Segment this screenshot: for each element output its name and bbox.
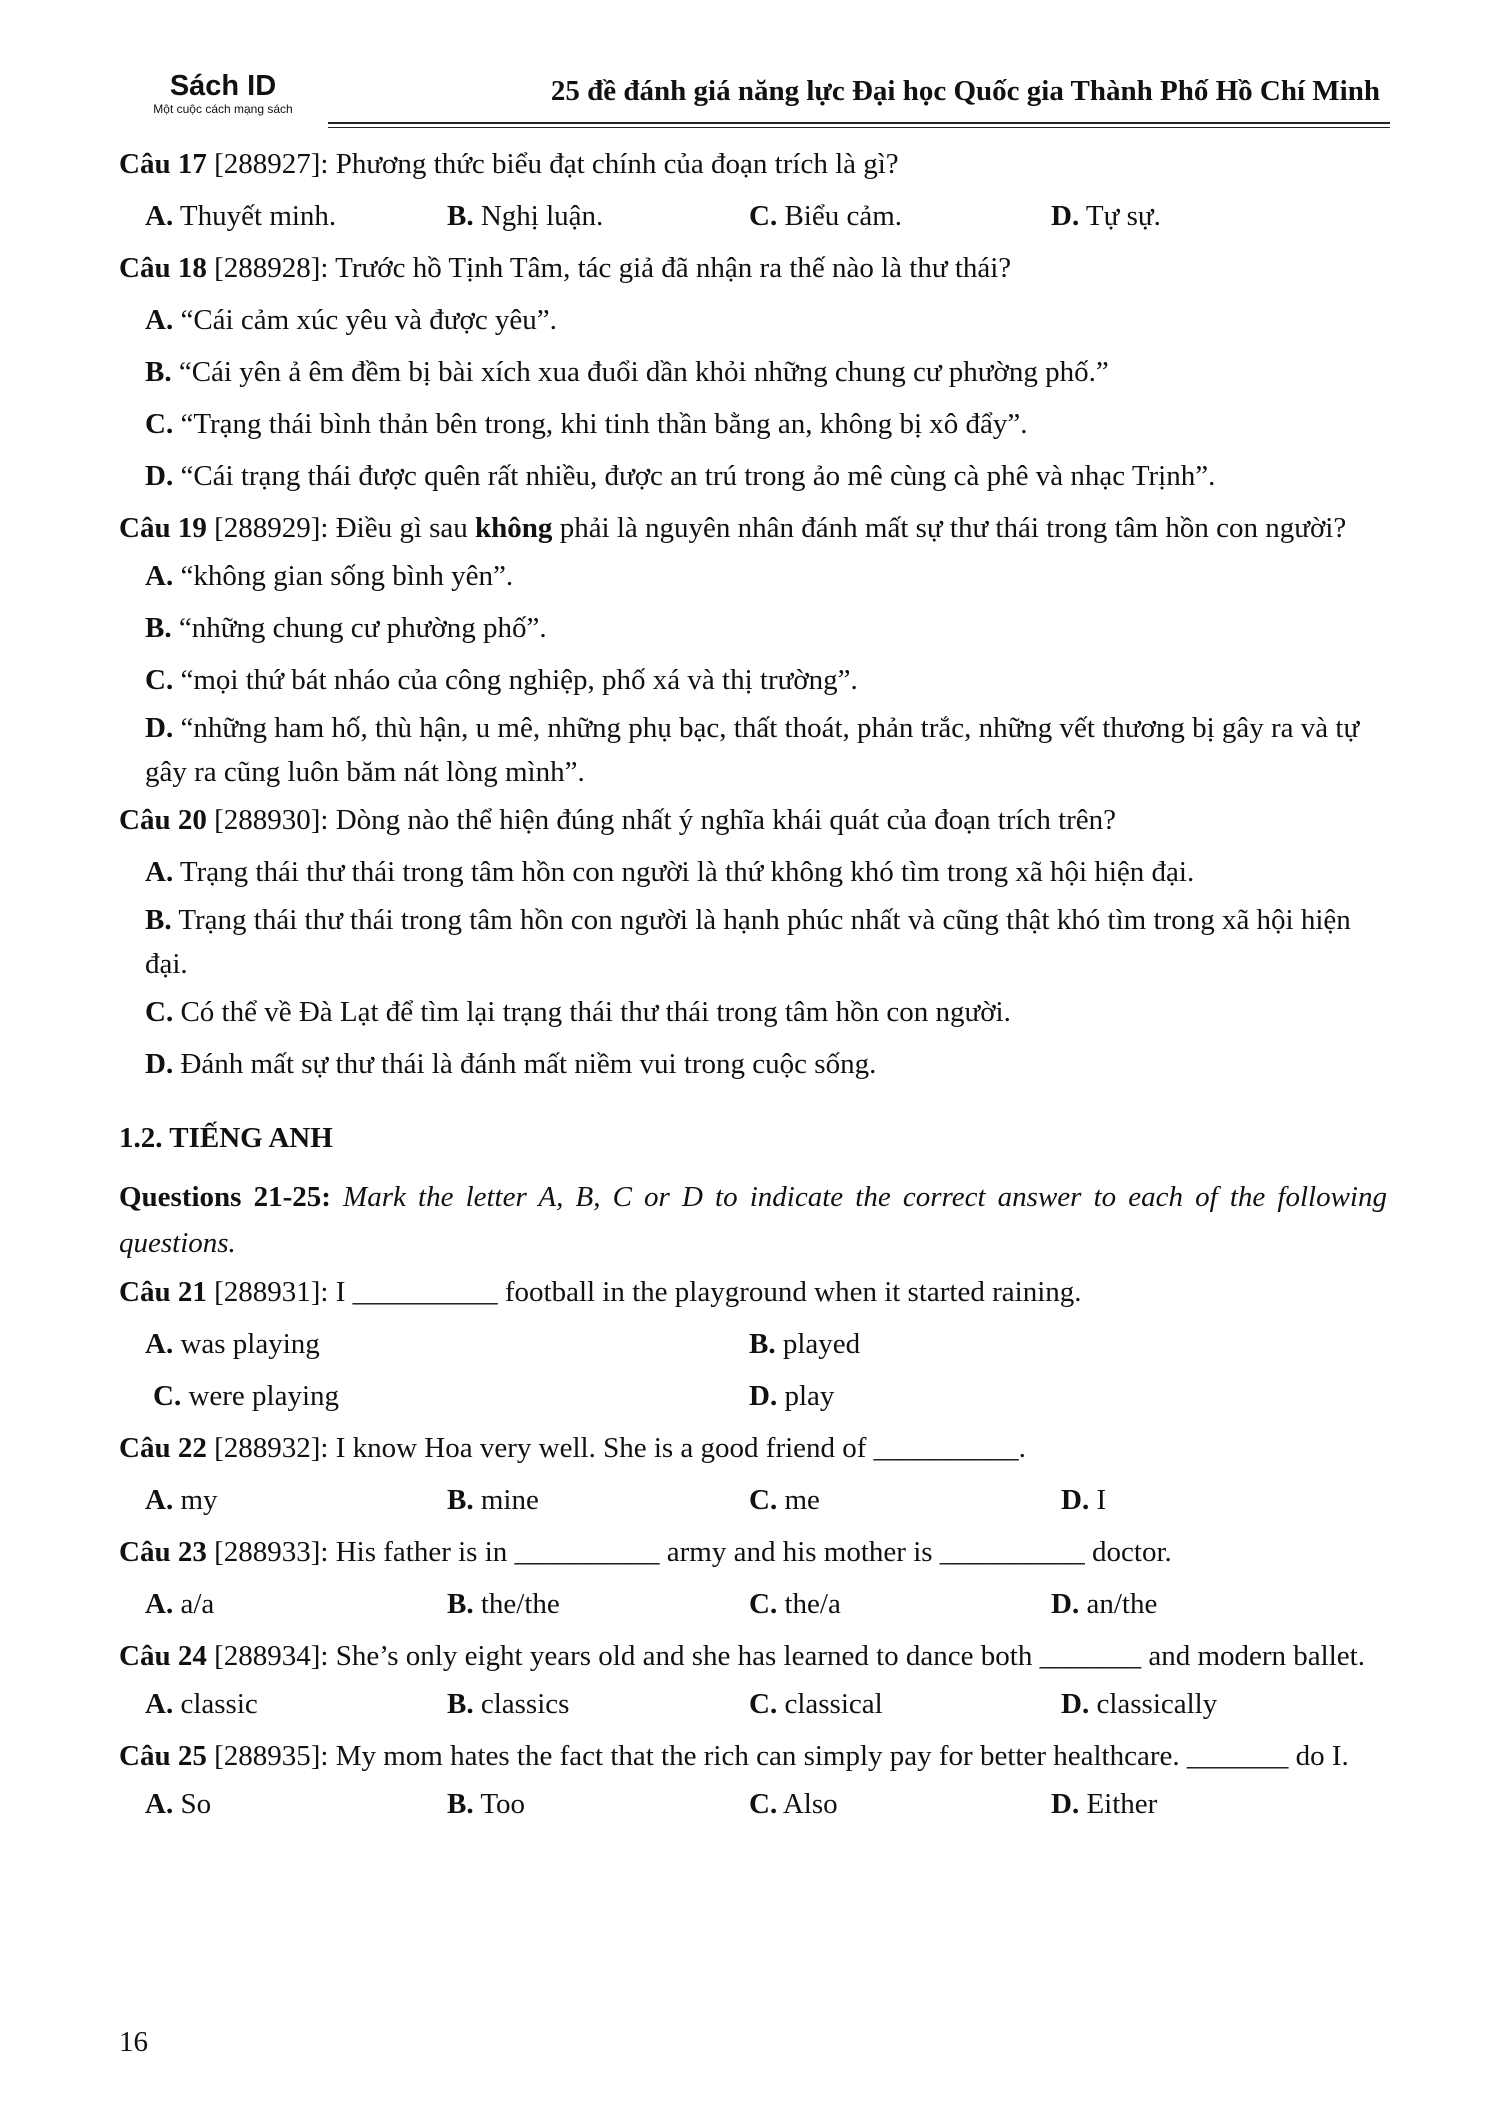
options-row xyxy=(119,1578,1387,1630)
question-21 xyxy=(119,1266,1387,1318)
question-17 xyxy=(119,138,1387,190)
question-number: Câu 24 xyxy=(119,1640,207,1672)
question-number: Câu 17 xyxy=(119,148,207,180)
option-text: Biểu cảm. xyxy=(777,200,903,232)
option-letter: D. xyxy=(145,1048,174,1080)
option-text: I xyxy=(1089,1484,1107,1516)
option-c xyxy=(749,1778,1051,1830)
option-letter: A. xyxy=(145,200,174,232)
option-text: Trạng thái thư thái trong tâm hồn con người là hạnh phúc nhất và cũng thật khó tìm trong xã hội hiện đại. xyxy=(145,904,1351,980)
option-text: my xyxy=(173,1484,218,1516)
option-letter: B. xyxy=(145,356,172,388)
option-text: So xyxy=(173,1788,212,1820)
option-letter: A. xyxy=(145,304,174,336)
option-b xyxy=(447,1678,749,1730)
option-text: play xyxy=(777,1380,835,1412)
option-letter: A. xyxy=(145,856,174,888)
option-letter: B. xyxy=(447,1588,474,1620)
question-text: [288931]: I __________ football in the playground when it started raining. xyxy=(206,1276,1082,1308)
option-d xyxy=(1051,1778,1353,1830)
option-letter: C. xyxy=(145,408,174,440)
page-number: 16 xyxy=(119,2026,148,2058)
option-letter: C. xyxy=(153,1380,182,1412)
option-text: “Cái trạng thái được quên rất nhiều, được an trú trong ảo mê cùng cà phê và nhạc Trịnh”. xyxy=(173,460,1216,492)
option-text: Also xyxy=(777,1788,838,1820)
header-title: 25 đề đánh giá năng lực Đại học Quốc gia Thành Phố Hồ Chí Minh xyxy=(550,75,1380,107)
option-letter: D. xyxy=(145,712,174,744)
option-text: were playing xyxy=(181,1380,340,1412)
option-b xyxy=(447,190,749,242)
option-d xyxy=(1051,1474,1363,1526)
option-c xyxy=(145,1370,757,1422)
instructions-text: Mark the letter A, B, C or D to indicate the correct answer to each of the following questions. xyxy=(119,1181,1387,1259)
option-c xyxy=(119,654,1387,706)
option-text: Nghị luận. xyxy=(473,200,604,232)
page-header xyxy=(118,70,1390,130)
question-text: [288928]: Trước hồ Tịnh Tâm, tác giả đã nhận ra thế nào là thư thái? xyxy=(206,252,1012,284)
options-row xyxy=(119,1778,1387,1830)
question-text: [288929]: Điều gì sau xyxy=(206,512,476,544)
question-number: Câu 21 xyxy=(119,1276,207,1308)
header-rule-thin xyxy=(328,127,1390,128)
content xyxy=(119,138,1387,1830)
option-text: “không gian sống bình yên”. xyxy=(173,560,514,592)
options-row xyxy=(119,1474,1387,1526)
question-number: Câu 18 xyxy=(119,252,207,284)
option-c xyxy=(749,1474,1051,1526)
option-letter: A. xyxy=(145,1328,174,1360)
question-number: Câu 22 xyxy=(119,1432,207,1464)
option-letter: D. xyxy=(1051,1788,1080,1820)
logo-title: Sách ID xyxy=(169,70,277,102)
option-d xyxy=(119,706,1387,794)
option-text: classical xyxy=(777,1688,883,1720)
question-20 xyxy=(119,794,1387,846)
option-d xyxy=(119,450,1387,502)
option-b xyxy=(119,602,1387,654)
option-a xyxy=(145,1474,447,1526)
option-text: me xyxy=(777,1484,820,1516)
logo-subtitle: Một cuộc cách mạng sách xyxy=(153,102,293,116)
option-a xyxy=(145,1578,447,1630)
option-letter: B. xyxy=(145,904,172,936)
question-number: Câu 19 xyxy=(119,512,207,544)
option-text: Tự sự. xyxy=(1079,200,1161,232)
question-text: [288933]: His father is in __________ army and his mother is __________ doctor. xyxy=(206,1536,1172,1568)
header-rule xyxy=(328,122,1390,124)
option-text: the/the xyxy=(473,1588,560,1620)
option-text: was playing xyxy=(173,1328,320,1360)
option-letter: B. xyxy=(447,1688,474,1720)
question-text: [288927]: Phương thức biểu đạt chính của đoạn trích là gì? xyxy=(206,148,899,180)
option-letter: D. xyxy=(1061,1484,1090,1516)
options-row xyxy=(119,190,1387,242)
option-text: Too xyxy=(473,1788,526,1820)
option-text: classics xyxy=(473,1688,570,1720)
option-text: a/a xyxy=(173,1588,215,1620)
option-b xyxy=(447,1474,749,1526)
option-letter: C. xyxy=(749,1688,778,1720)
option-text: an/the xyxy=(1079,1588,1158,1620)
question-19 xyxy=(119,506,1387,550)
option-letter: C. xyxy=(145,996,174,1028)
option-letter: D. xyxy=(749,1380,778,1412)
option-b xyxy=(119,346,1387,398)
option-b xyxy=(749,1318,1353,1370)
question-18 xyxy=(119,242,1387,294)
option-letter: C. xyxy=(749,1788,778,1820)
option-text: classic xyxy=(173,1688,258,1720)
question-23 xyxy=(119,1526,1387,1578)
logo xyxy=(128,70,318,116)
question-text: [288934]: She’s only eight years old and she has learned to dance both _______ and modern ballet. xyxy=(206,1640,1365,1672)
option-text: Có thể về Đà Lạt để tìm lại trạng thái thư thái trong tâm hồn con người. xyxy=(173,996,1011,1028)
option-letter: B. xyxy=(447,1788,474,1820)
question-22 xyxy=(119,1422,1387,1474)
option-letter: A. xyxy=(145,1588,174,1620)
option-text: mine xyxy=(473,1484,539,1516)
question-text: [288930]: Dòng nào thể hiện đúng nhất ý nghĩa khái quát của đoạn trích trên? xyxy=(206,804,1117,836)
option-letter: A. xyxy=(145,1788,174,1820)
option-b xyxy=(447,1578,749,1630)
option-a xyxy=(119,294,1387,346)
option-letter: C. xyxy=(749,1588,778,1620)
option-text: Thuyết minh. xyxy=(173,200,337,232)
option-d xyxy=(119,1038,1387,1090)
option-text: “mọi thứ bát nháo của công nghiệp, phố xá và thị trường”. xyxy=(173,664,858,696)
option-c xyxy=(119,398,1387,450)
option-letter: C. xyxy=(749,1484,778,1516)
option-letter: B. xyxy=(145,612,172,644)
option-b xyxy=(119,898,1387,986)
option-c xyxy=(749,190,1051,242)
option-text: “Cái yên ả êm đềm bị bài xích xua đuổi dần khỏi những chung cư phường phố.” xyxy=(171,356,1109,388)
option-c xyxy=(119,986,1387,1038)
option-c xyxy=(749,1578,1051,1630)
question-24 xyxy=(119,1634,1387,1678)
option-text: “những ham hố, thù hận, u mê, những phụ bạc, thất thoát, phản trắc, những vết thương bị gây ra và tự gây ra cũng luôn băm nát lòng mình”. xyxy=(145,712,1360,788)
option-text: played xyxy=(775,1328,861,1360)
option-text: classically xyxy=(1089,1688,1218,1720)
option-letter: C. xyxy=(749,200,778,232)
option-letter: C. xyxy=(145,664,174,696)
option-letter: A. xyxy=(145,1484,174,1516)
question-number: Câu 20 xyxy=(119,804,207,836)
question-text: [288932]: I know Hoa very well. She is a good friend of __________. xyxy=(206,1432,1026,1464)
option-d xyxy=(1051,1578,1353,1630)
option-letter: A. xyxy=(145,560,174,592)
option-a xyxy=(145,1778,447,1830)
instructions-label: Questions 21-25: xyxy=(119,1181,331,1213)
option-text: the/a xyxy=(777,1588,841,1620)
question-text: phải là nguyên nhân đánh mất sự thư thái trong tâm hồn con người? xyxy=(552,512,1347,544)
option-text: Either xyxy=(1079,1788,1158,1820)
option-text: “những chung cư phường phố”. xyxy=(171,612,547,644)
options-row xyxy=(119,1318,1387,1370)
option-a xyxy=(145,190,447,242)
option-c xyxy=(749,1678,1051,1730)
option-a xyxy=(145,1678,447,1730)
option-text: “Trạng thái bình thản bên trong, khi tinh thần bằng an, không bị xô đẩy”. xyxy=(173,408,1028,440)
option-letter: D. xyxy=(1051,1588,1080,1620)
option-b xyxy=(447,1778,749,1830)
option-text: Trạng thái thư thái trong tâm hồn con người là thứ không khó tìm trong xã hội hiện đại. xyxy=(173,856,1195,888)
option-text: Đánh mất sự thư thái là đánh mất niềm vui trong cuộc sống. xyxy=(173,1048,877,1080)
option-d xyxy=(1051,190,1353,242)
option-letter: D. xyxy=(1061,1688,1090,1720)
option-d xyxy=(749,1370,1353,1422)
options-row xyxy=(119,1370,1387,1422)
question-text: [288935]: My mom hates the fact that the rich can simply pay for better healthcare. _______ do I. xyxy=(206,1740,1349,1772)
option-text: “Cái cảm xúc yêu và được yêu”. xyxy=(173,304,557,336)
option-d xyxy=(1051,1678,1363,1730)
option-letter: A. xyxy=(145,1688,174,1720)
option-letter: B. xyxy=(749,1328,776,1360)
option-a xyxy=(119,846,1387,898)
option-letter: B. xyxy=(447,200,474,232)
option-letter: D. xyxy=(1051,200,1080,232)
question-emphasis: không xyxy=(475,512,553,544)
instructions xyxy=(119,1174,1387,1266)
option-a xyxy=(119,550,1387,602)
option-letter: B. xyxy=(447,1484,474,1516)
section-heading: 1.2. TIẾNG ANH xyxy=(119,1122,333,1154)
question-number: Câu 23 xyxy=(119,1536,207,1568)
question-number: Câu 25 xyxy=(119,1740,207,1772)
option-letter: D. xyxy=(145,460,174,492)
question-25 xyxy=(119,1734,1387,1778)
option-a xyxy=(145,1318,749,1370)
options-row xyxy=(119,1678,1387,1730)
